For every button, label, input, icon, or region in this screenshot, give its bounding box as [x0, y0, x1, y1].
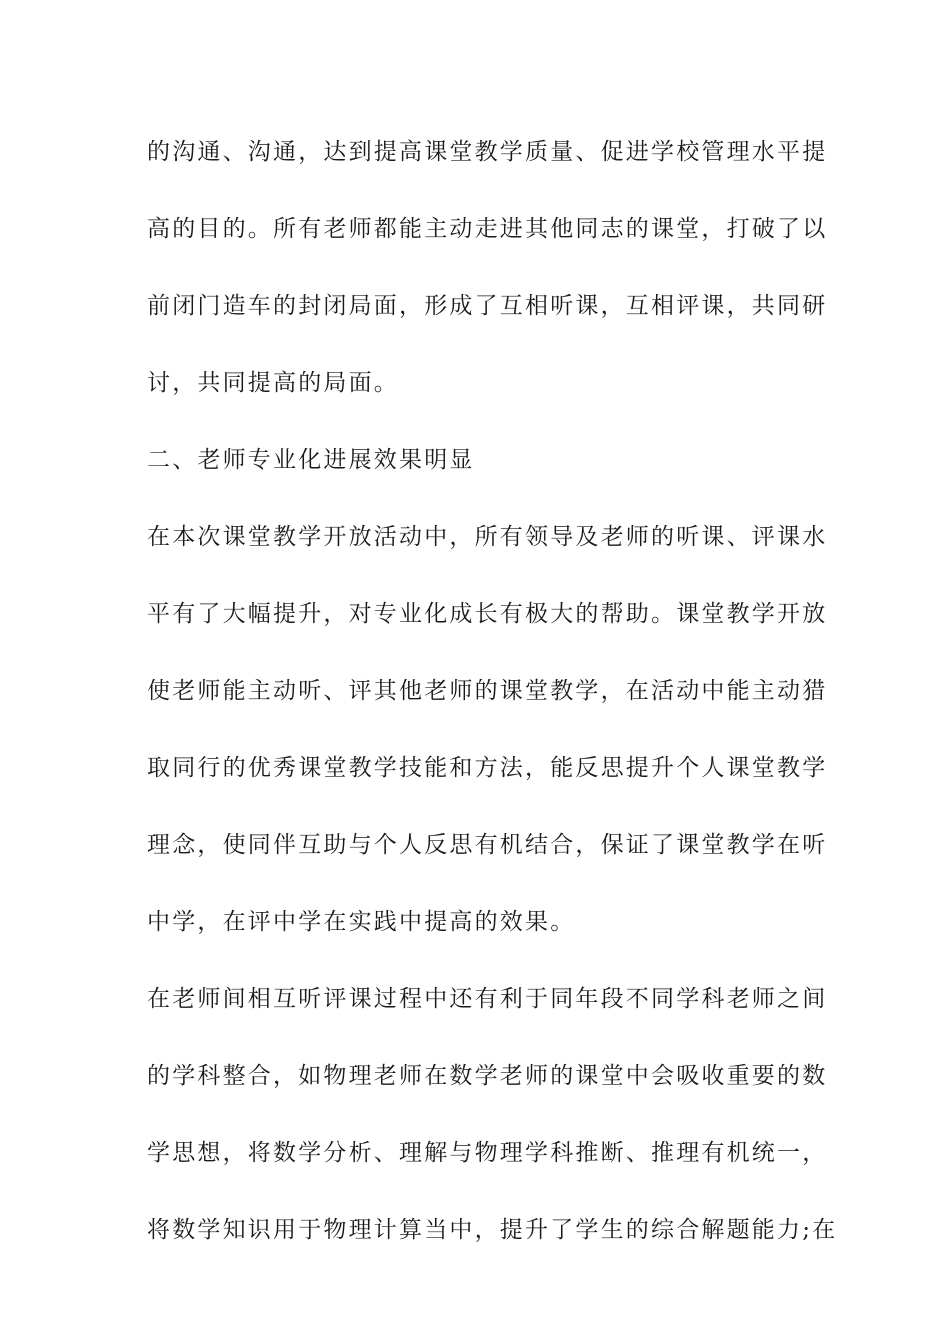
text-line: 理念，使同伴互助与个人反思有机结合，保证了课堂教学在听: [147, 832, 828, 858]
text-line: 使老师能主动听、评其他老师的课堂教学，在活动中能主动猎: [147, 678, 828, 704]
text-line: 在老师间相互听评课过程中还有利于同年段不同学科老师之间: [147, 986, 828, 1012]
text-line: 高的目的。所有老师都能主动走进其他同志的课堂，打破了以: [147, 216, 828, 242]
text-line: 在本次课堂教学开放活动中，所有领导及老师的听课、评课水: [147, 524, 828, 550]
section-heading: 二、老师专业化进展效果明显: [147, 447, 475, 473]
text-line: 将数学知识用于物理计算当中，提升了学生的综合解题能力;在: [147, 1217, 838, 1243]
text-line: 平有了大幅提升，对专业化成长有极大的帮助。课堂教学开放: [147, 601, 828, 627]
text-line: 学思想，将数学分析、理解与物理学科推断、推理有机统一，: [147, 1140, 828, 1166]
text-line: 的学科整合，如物理老师在数学老师的课堂中会吸收重要的数: [147, 1063, 828, 1089]
text-line: 讨，共同提高的局面。: [147, 370, 399, 396]
text-line: 的沟通、沟通，达到提高课堂教学质量、促进学校管理水平提: [147, 139, 828, 165]
document-body: [147, 128, 838, 1283]
text-line: 中学，在评中学在实践中提高的效果。: [147, 909, 576, 935]
text-line: 取同行的优秀课堂教学技能和方法，能反思提升个人课堂教学: [147, 755, 828, 781]
text-line: 前闭门造车的封闭局面，形成了互相听课，互相评课，共同研: [147, 293, 828, 319]
